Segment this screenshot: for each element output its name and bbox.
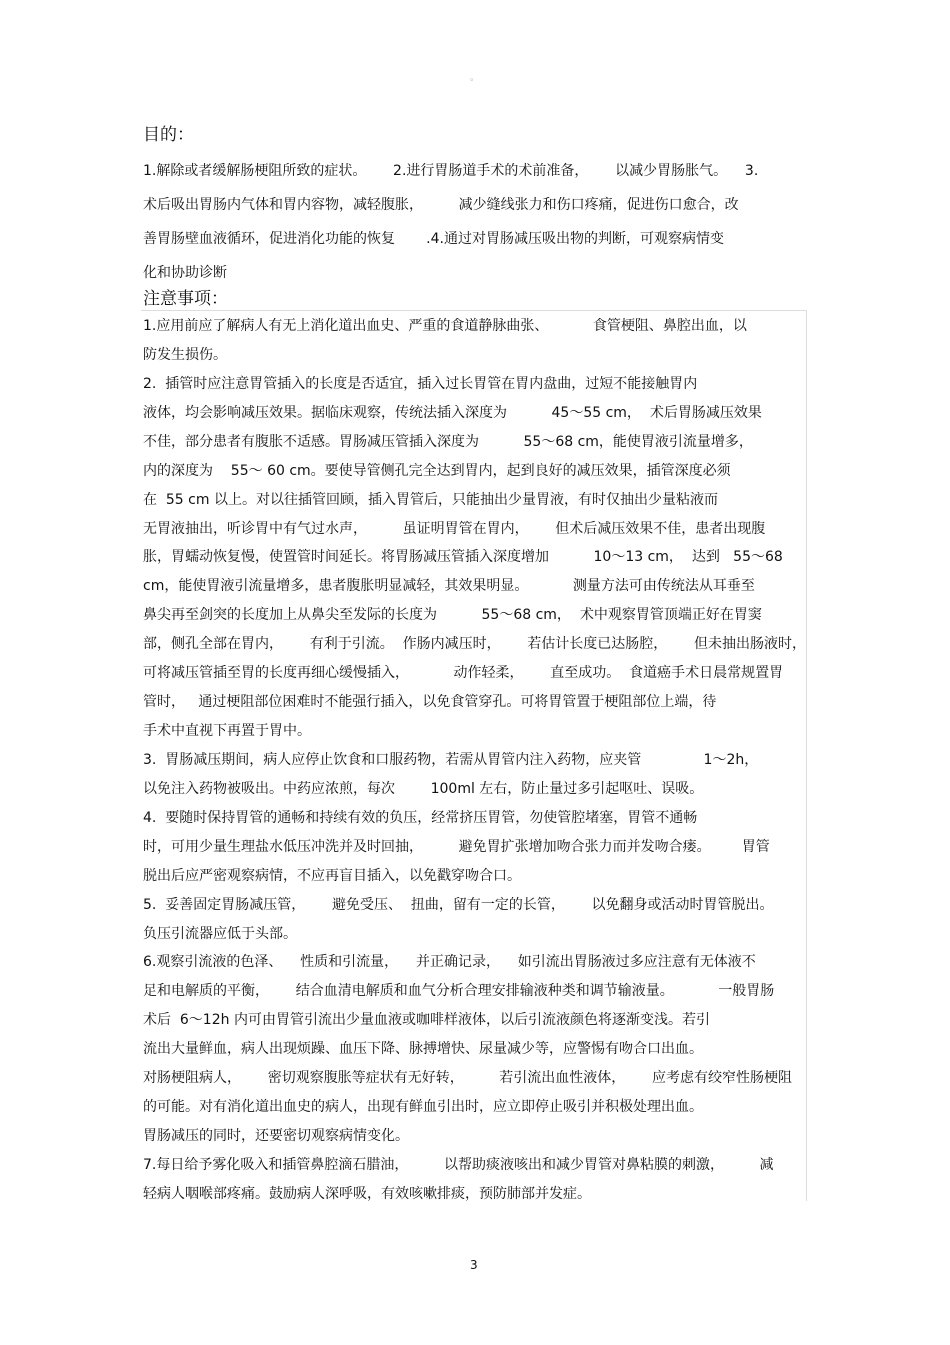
notes-line: 无胃液抽出，听诊胃中有气过水声， 虽证明胃管在胃内， 但术后减压效果不佳，患者出现腹 [143, 520, 766, 537]
notes-line: 6.观察引流液的色泽、 性质和引流量， 并正确记录， 如引流出胃肠液过多应注意有无体液不 [143, 954, 756, 971]
notes-line: 不佳，部分患者有腹胀不适感。胃肠减压管插入深度为 55～68 cm，能使胃液引流量增多， [143, 433, 753, 450]
notes-line: 1.应用前应了解病人有无上消化道出血史、严重的食道静脉曲张、 食管梗阻、鼻腔出血，以 [143, 318, 747, 334]
notes-line: 4. 要随时保持胃管的通畅和持续有效的负压，经常挤压胃管，勿使管腔堵塞，胃管不通畅 [143, 809, 698, 826]
purpose-line: 术后吸出胃肠内气体和胃内容物，减轻腹胀， 减少缝线张力和伤口疼痛，促进伤口愈合，改 [143, 197, 739, 213]
notes-line: 时，可用少量生理盐水低压冲洗并及时回抽， 避免胃扩张增加吻合张力而并发吻合瘘。 胃管 [143, 838, 770, 855]
notes-line: 负压引流器应低于头部。 [143, 925, 297, 942]
purpose-line: 善胃肠壁血液循环，促进消化功能的恢复 .4.通过对胃肠减压吸出物的判断，可观察病情变 [143, 231, 724, 247]
notes-line: 术后 6～12h 内可由胃管引流出少量血液或咖啡样液体，以后引流液颜色将逐渐变浅。若引 [143, 1012, 710, 1029]
notes-line: 手术中直视下再置于胃中。 [143, 723, 311, 740]
notes-line: 的可能。对有消化道出血史的病人，出现有鲜血引出时，应立即停止吸引并积极处理出血。 [143, 1099, 703, 1116]
purpose-line: 1.解除或者缓解肠梗阻所致的症状。 2.进行胃肠道手术的术前准备， 以减少胃肠胀气。 3. [143, 163, 759, 179]
purpose-heading: 目的： [143, 125, 194, 145]
notes-line: 内的深度为 55～ 60 cm。要使导管侧孔完全达到胃内，起到良好的减压效果，插管深度必须 [143, 462, 731, 479]
notes-line: 管时， 通过梗阻部位困难时不能强行插入，以免食管穿孔。可将胃管置于梗阻部位上端，待 [143, 694, 717, 711]
notes-line: 部，侧孔全部在胃内， 有利于引流。 作肠内减压时， 若估计长度已达肠腔， 但未抽出肠液时， [143, 636, 807, 653]
notes-heading: 注意事项： [143, 289, 228, 309]
notes-line: 液体，均会影响减压效果。据临床观察，传统法插入深度为 45～55 cm， 术后胃肠减压效果 [143, 404, 762, 421]
notes-line: 可将减压管插至胃的长度再细心缓慢插入， 动作轻柔， 直至成功。 食道癌手术日晨常规置胃 [143, 665, 784, 682]
notes-line: 轻病人咽喉部疼痛。鼓励病人深呼吸，有效咳嗽排痰，预防肺部并发症。 [143, 1185, 591, 1202]
notes-line: 防发生损伤。 [143, 346, 227, 363]
notes-line: 脱出后应严密观察病情，不应再盲目插入，以免戳穿吻合口。 [143, 867, 521, 884]
page-number: 3 [470, 1258, 478, 1272]
notes-line: 胀，胃蠕动恢复慢，使置管时间延长。将胃肠减压管插入深度增加 10～13 cm， 达到 55～68 [143, 549, 783, 566]
notes-line: 足和电解质的平衡， 结合血清电解质和血气分析合理安排输液种类和调节输液量。 一般胃肠 [143, 983, 775, 1000]
notes-line: 以免注入药物被吸出。中药应浓煎，每次 100ml 左右，防止量过多引起呕吐、误吸。 [143, 780, 704, 797]
notes-line: 流出大量鲜血，病人出现烦躁、血压下降、脉搏增快、尿量减少等，应警惕有吻合口出血。 [143, 1041, 703, 1058]
header-mark: 。 [470, 73, 480, 83]
notes-line: 5. 妥善固定胃肠减压管， 避免受压、 扭曲，留有一定的长管， 以免翻身或活动时胃管脱出。 [143, 896, 774, 913]
purpose-line: 化和协助诊断 [143, 265, 227, 281]
notes-line: 鼻尖再至剑突的长度加上从鼻尖至发际的长度为 55～68 cm， 术中观察胃管顶端正好在胃窦 [143, 607, 762, 624]
notes-line: 2. 插管时应注意胃管插入的长度是否适宜，插入过长胃管在胃内盘曲，过短不能接触胃内 [143, 375, 698, 392]
notes-line: 在 55 cm 以上。对以往插管回顾，插入胃管后，只能抽出少量胃液，有时仅抽出少量粘液而 [143, 491, 718, 508]
notes-line: 对肠梗阻病人， 密切观察腹胀等症状有无好转， 若引流出血性液体， 应考虑有绞窄性肠梗阻 [143, 1070, 793, 1087]
notes-line: 胃肠减压的同时，还要密切观察病情变化。 [143, 1128, 409, 1145]
notes-line: 7.每日给予雾化吸入和插管鼻腔滴石腊油， 以帮助痰液咳出和减少胃管对鼻粘膜的刺激， 减 [143, 1156, 774, 1173]
notes-line: cm，能使胃液引流量增多，患者腹胀明显减轻，其效果明显。 测量方法可由传统法从耳垂至 [143, 578, 755, 595]
notes-line: 3. 胃肠减压期间，病人应停止饮食和口服药物，若需从胃管内注入药物，应夹管 1～2h， [143, 751, 759, 768]
